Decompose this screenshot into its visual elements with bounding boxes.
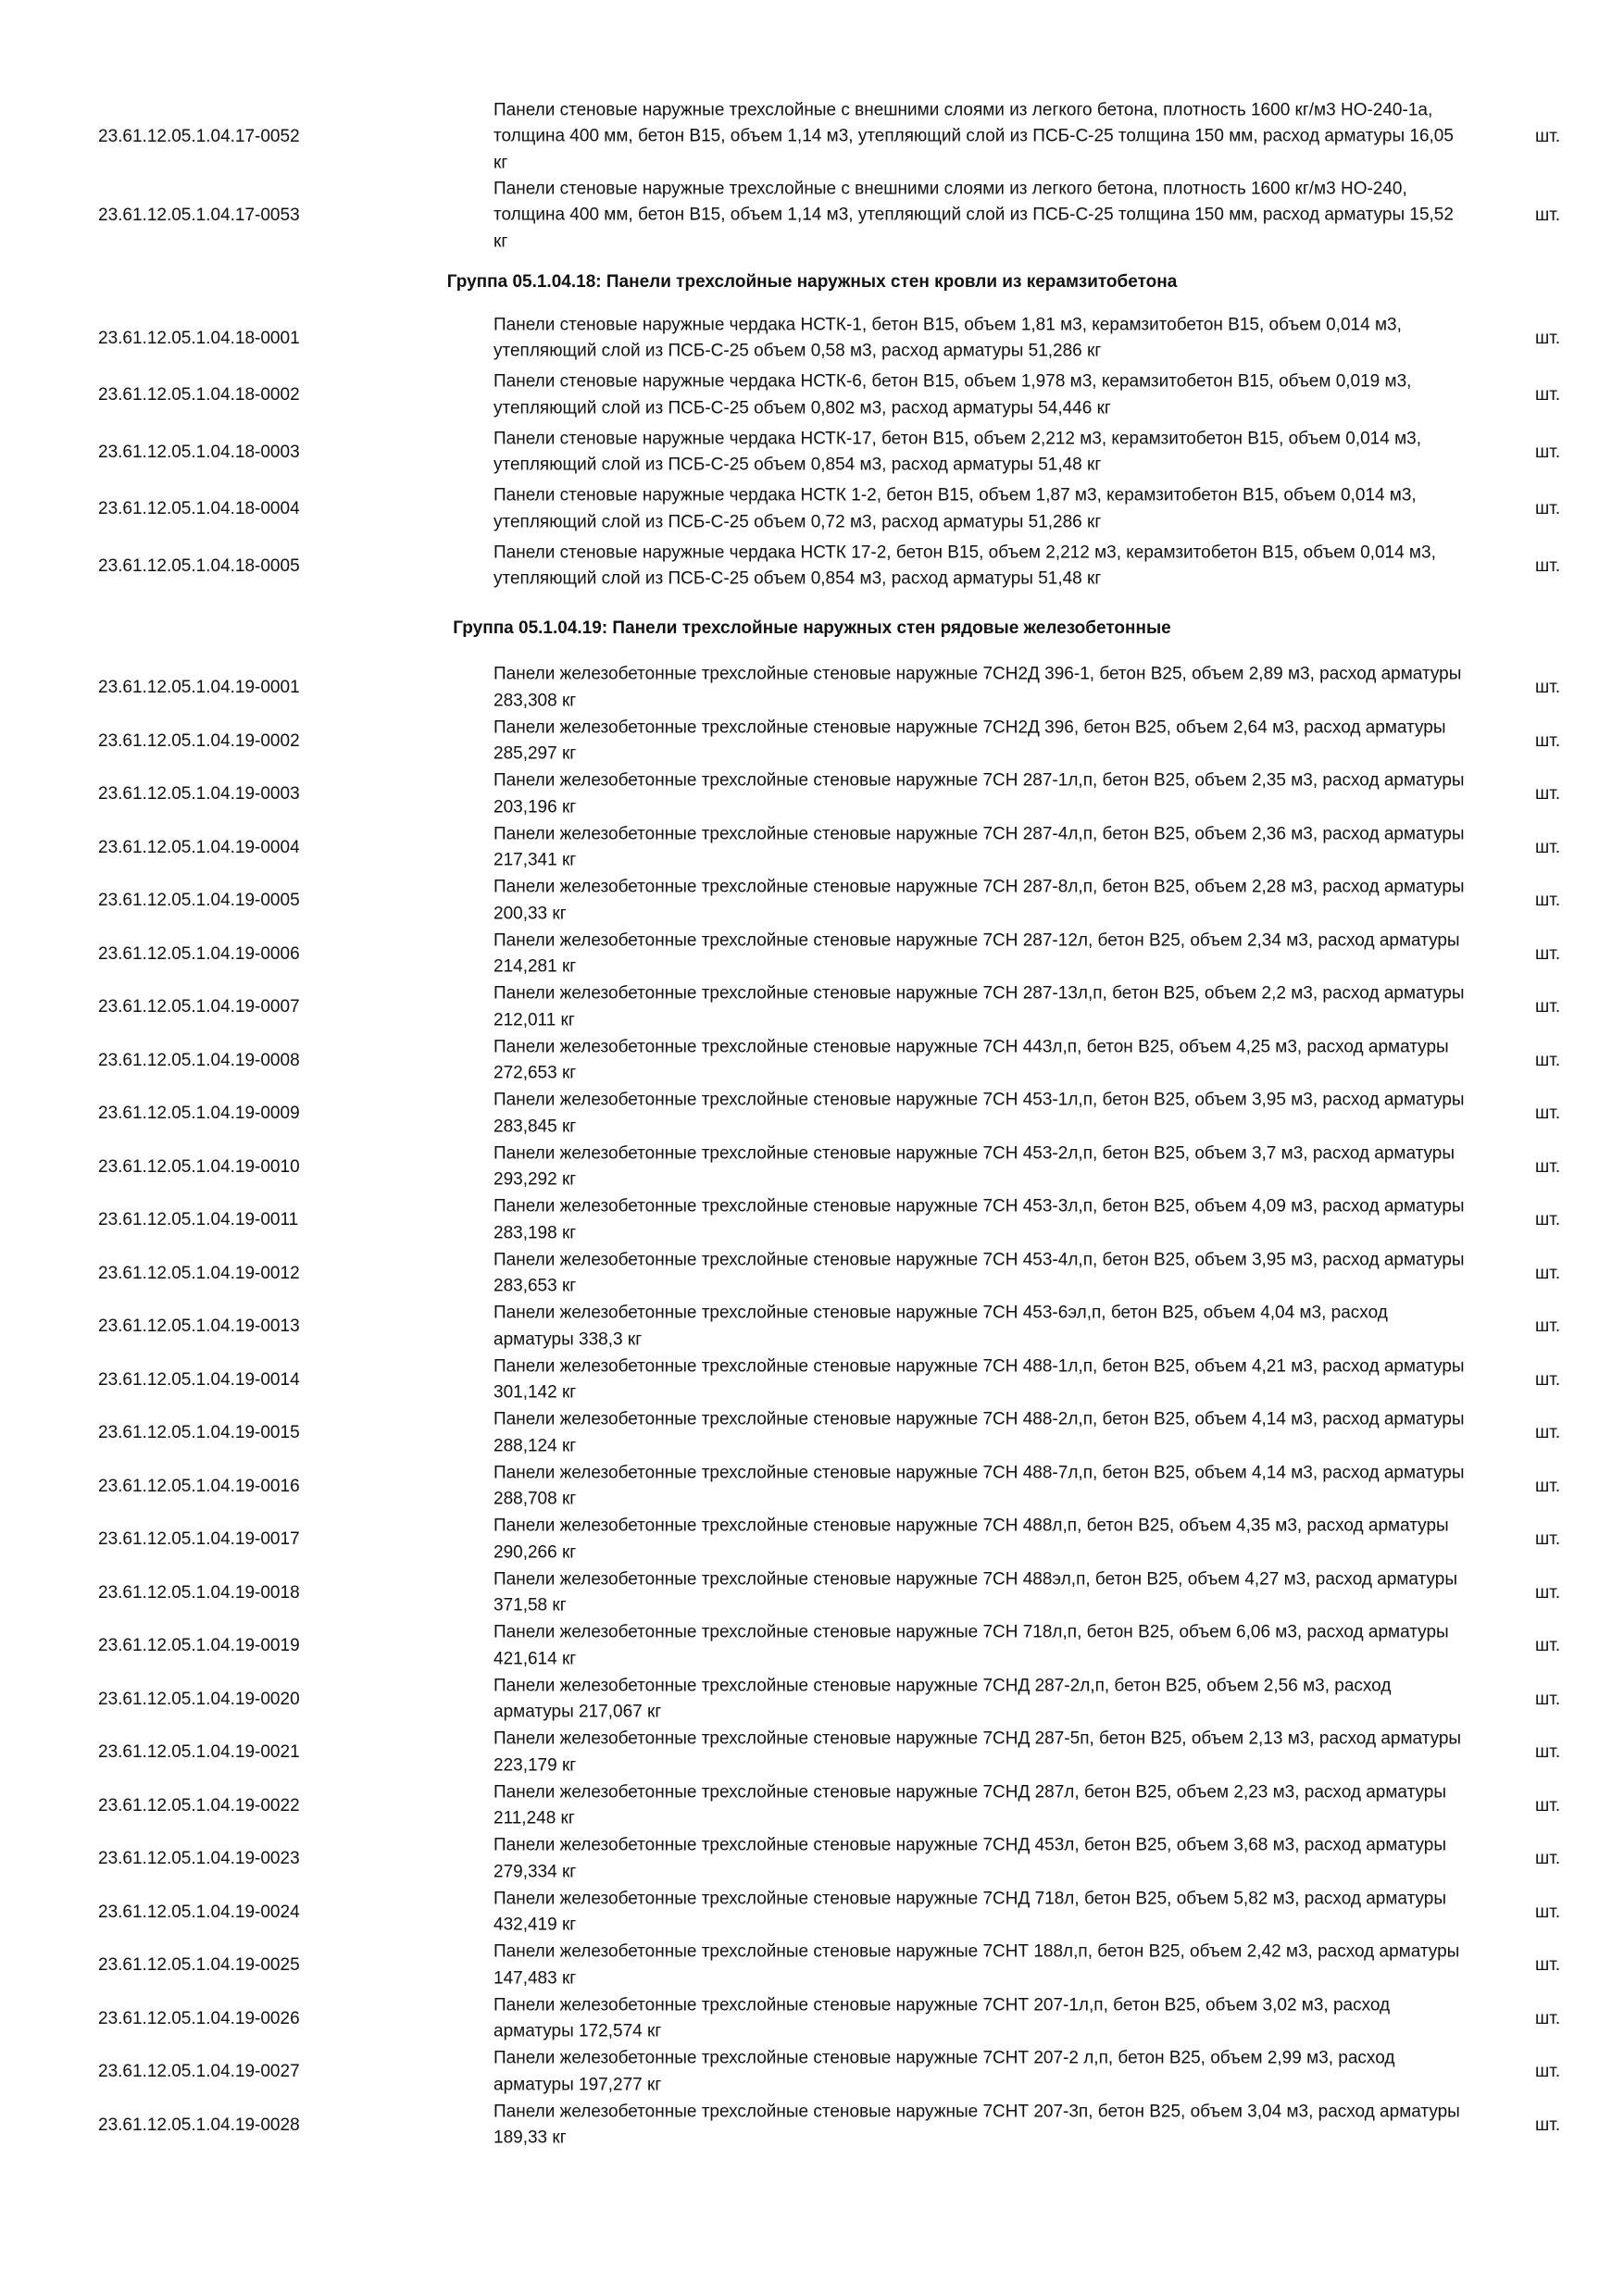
item-description: Панели железобетонные трехслойные стеновые наружные 7СН2Д 396-1, бетон В25, объем 2,89 м3, расход арматуры 283,308 кг — [493, 664, 1462, 711]
table-row — [0, 97, 1624, 176]
item-unit: шт. — [1535, 1636, 1561, 1656]
item-unit: шт. — [1535, 126, 1561, 146]
item-code: 23.61.12.05.1.04.19-0014 — [98, 1369, 300, 1390]
item-description: Панели стеновые наружные чердака НСТК-6, бетон В15, объем 1,978 м3, керамзитобетон В15, объем 0,019 м3, утепляющий слой из ПСБ-С-25 объем 0,802 м3, расход арматуры 54,446 кг — [493, 371, 1412, 418]
item-unit: шт. — [1535, 1795, 1561, 1816]
item-code: 23.61.12.05.1.04.19-0023 — [98, 1849, 300, 1869]
table-row — [0, 1407, 1624, 1461]
item-unit: шт. — [1535, 2062, 1561, 2082]
table-row — [0, 2046, 1624, 2100]
item-description: Панели железобетонные трехслойные стеновые наружные 7СН2Д 396, бетон В25, объем 2,64 м3, расход арматуры 285,297 кг — [493, 718, 1446, 764]
item-code: 23.61.12.05.1.04.19-0007 — [98, 997, 300, 1017]
item-code: 23.61.12.05.1.04.19-0025 — [98, 1955, 300, 1976]
item-description: Панели железобетонные трехслойные стеновые наружные 7СНТ 188л,п, бетон В25, объем 2,42 м3, расход арматуры 147,483 кг — [493, 1941, 1460, 1989]
group-header: Группа 05.1.04.19: Панели трехслойные наружных стен рядовые железобетонные — [453, 618, 1171, 638]
item-code: 23.61.12.05.1.04.19-0018 — [98, 1582, 300, 1603]
item-unit: шт. — [1535, 730, 1561, 751]
table-row — [0, 1247, 1624, 1301]
table-row — [0, 981, 1624, 1035]
item-code: 23.61.12.05.1.04.18-0003 — [98, 442, 300, 462]
item-code: 23.61.12.05.1.04.19-0020 — [98, 1689, 300, 1709]
item-code: 23.61.12.05.1.04.19-0006 — [98, 943, 300, 964]
item-code: 23.61.12.05.1.04.18-0005 — [98, 555, 300, 576]
item-unit: шт. — [1535, 1263, 1561, 1283]
item-unit: шт. — [1535, 442, 1561, 462]
table-row — [0, 1779, 1624, 1833]
item-description: Панели железобетонные трехслойные стеновые наружные 7СН 488-2л,п, бетон В25, объем 4,14 м3, расход арматуры 288,124 кг — [493, 1409, 1465, 1456]
item-code: 23.61.12.05.1.04.17-0053 — [98, 205, 300, 225]
item-description: Панели железобетонные трехслойные стеновые наружные 7СН 287-4л,п, бетон В25, объем 2,36 м3, расход арматуры 217,341 кг — [493, 824, 1465, 870]
item-description: Панели железобетонные трехслойные стеновые наружные 7СНД 287л, бетон В25, объем 2,23 м3, расход арматуры 211,248 кг — [493, 1782, 1446, 1828]
item-description: Панели железобетонные трехслойные стеновые наружные 7СН 453-3л,п, бетон В25, объем 4,09 м3, расход арматуры 283,198 кг — [493, 1196, 1465, 1243]
item-description: Панели железобетонные трехслойные стеновые наружные 7СН 453-6эл,п, бетон В25, объем 4,04 м3, расход арматуры 338,3 кг — [493, 1303, 1388, 1350]
table-row — [0, 1354, 1624, 1407]
item-unit: шт. — [1535, 385, 1561, 406]
table-row — [0, 424, 1624, 481]
price-list-table — [0, 97, 1624, 2152]
item-description: Панели железобетонные трехслойные стеновые наружные 7СН 488-7л,п, бетон В25, объем 4,14 м3, расход арматуры 288,708 кг — [493, 1463, 1465, 1509]
item-code: 23.61.12.05.1.04.19-0024 — [98, 1902, 300, 1922]
table-row — [0, 821, 1624, 875]
item-code: 23.61.12.05.1.04.17-0052 — [98, 126, 300, 146]
item-description: Панели железобетонные трехслойные стеновые наружные 7СН 453-4л,п, бетон В25, объем 3,95 м3, расход арматуры 283,653 кг — [493, 1250, 1465, 1296]
item-unit: шт. — [1535, 555, 1561, 576]
item-description: Панели стеновые наружные чердака НСТК 1-2, бетон В15, объем 1,87 м3, керамзитобетон В15, объем 0,014 м3, утепляющий слой из ПСБ-С-25 объем 0,72 м3, расход арматуры 51,286 кг — [493, 485, 1417, 532]
table-row — [0, 1514, 1624, 1567]
table-row — [0, 481, 1624, 539]
item-description: Панели железобетонные трехслойные стеновые наружные 7СН 287-1л,п, бетон В25, объем 2,35 м3, расход арматуры 203,196 кг — [493, 770, 1465, 817]
item-unit: шт. — [1535, 1582, 1561, 1603]
table-row — [0, 1833, 1624, 1887]
item-unit: шт. — [1535, 943, 1561, 964]
item-unit: шт. — [1535, 205, 1561, 225]
item-unit: шт. — [1535, 1423, 1561, 1443]
table-row — [0, 1034, 1624, 1088]
table-row — [0, 1886, 1624, 1940]
item-description: Панели железобетонные трехслойные стеновые наружные 7СН 453-1л,п, бетон В25, объем 3,95 м3, расход арматуры 283,845 кг — [493, 1090, 1465, 1137]
item-code: 23.61.12.05.1.04.19-0019 — [98, 1636, 300, 1656]
item-description: Панели железобетонные трехслойные стеновые наружные 7СН 287-12л, бетон В25, объем 2,34 м3, расход арматуры 214,281 кг — [493, 930, 1460, 977]
table-row — [0, 1301, 1624, 1354]
table-row — [0, 538, 1624, 595]
item-description: Панели железобетонные трехслойные стеновые наружные 7СНД 287-2л,п, бетон В25, объем 2,56 м3, расход арматуры 217,067 кг — [493, 1676, 1392, 1722]
item-unit: шт. — [1535, 1902, 1561, 1922]
item-description: Панели стеновые наружные чердака НСТК 17-2, бетон В15, объем 2,212 м3, керамзитобетон В15, объем 0,014 м3, утепляющий слой из ПСБ-С-25 объем 0,854 м3, расход арматуры 51,48 кг — [493, 543, 1436, 589]
item-description: Панели железобетонные трехслойные стеновые наружные 7СН 488эл,п, бетон В25, объем 4,27 м3, расход арматуры 371,58 кг — [493, 1569, 1457, 1616]
item-description: Панели железобетонные трехслойные стеновые наружные 7СНТ 207-2 л,п, бетон В25, объем 2,99 м3, расход арматуры 197,277 кг — [493, 2048, 1395, 2095]
item-code: 23.61.12.05.1.04.19-0001 — [98, 678, 300, 698]
item-description: Панели железобетонные трехслойные стеновые наружные 7СНД 287-5п, бетон В25, объем 2,13 м3, расход арматуры 223,179 кг — [493, 1728, 1462, 1776]
item-description: Панели железобетонные трехслойные стеновые наружные 7СН 488л,п, бетон В25, объем 4,35 м3, расход арматуры 290,266 кг — [493, 1516, 1449, 1563]
item-description: Панели железобетонные трехслойные стеновые наружные 7СН 718л,п, бетон В25, объем 6,06 м3, расход арматуры 421,614 кг — [493, 1622, 1449, 1669]
item-code: 23.61.12.05.1.04.19-0026 — [98, 2008, 300, 2028]
item-unit: шт. — [1535, 678, 1561, 698]
table-row — [0, 368, 1624, 425]
item-code: 23.61.12.05.1.04.19-0009 — [98, 1104, 300, 1124]
item-unit: шт. — [1535, 1210, 1561, 1230]
item-code: 23.61.12.05.1.04.19-0027 — [98, 2062, 300, 2082]
item-code: 23.61.12.05.1.04.19-0022 — [98, 1795, 300, 1816]
item-description: Панели железобетонные трехслойные стеновые наружные 7СНТ 207-3п, бетон В25, объем 3,04 м3, расход арматуры 189,33 кг — [493, 2102, 1460, 2148]
item-unit: шт. — [1535, 328, 1561, 348]
group-header: Группа 05.1.04.18: Панели трехслойные наружных стен кровли из керамзитобетона — [446, 272, 1178, 292]
item-code: 23.61.12.05.1.04.18-0001 — [98, 328, 300, 348]
item-description: Панели стеновые наружные трехслойные с внешними слоями из легкого бетона, плотность 1600 кг/м3 НО-240, толщина 400 мм, бетон В15, объем 1,14 м3, утепляющий слой из ПСБ-С-25 толщина 150 мм, расход арматуры 15,52 кг — [493, 178, 1454, 251]
item-unit: шт. — [1535, 1529, 1561, 1550]
item-description: Панели стеновые наружные трехслойные с внешними слоями из легкого бетона, плотность 1600 кг/м3 НО-240-1а, толщина 400 мм, бетон В15, объем 1,14 м3, утепляющий слой из ПСБ-С-25 толщина 150 мм, расход арматуры 16,05 кг — [493, 99, 1454, 172]
item-description: Панели стеновые наружные чердака НСТК-1, бетон В15, объем 1,81 м3, керамзитобетон В15, объем 0,014 м3, утепляющий слой из ПСБ-С-25 объем 0,58 м3, расход арматуры 51,286 кг — [493, 315, 1402, 361]
table-row — [0, 1727, 1624, 1780]
item-code: 23.61.12.05.1.04.19-0002 — [98, 730, 300, 751]
table-row — [0, 1194, 1624, 1248]
table-row — [0, 662, 1624, 716]
item-code: 23.61.12.05.1.04.19-0017 — [98, 1529, 300, 1550]
item-code: 23.61.12.05.1.04.19-0028 — [98, 2115, 300, 2135]
item-code: 23.61.12.05.1.04.19-0004 — [98, 837, 300, 857]
item-unit: шт. — [1535, 1104, 1561, 1124]
table-row — [0, 875, 1624, 929]
item-unit: шт. — [1535, 1955, 1561, 1976]
item-code: 23.61.12.05.1.04.18-0004 — [98, 499, 300, 519]
item-description: Панели железобетонные трехслойные стеновые наружные 7СН 488-1л,п, бетон В25, объем 4,21 м3, расход арматуры 301,142 кг — [493, 1356, 1465, 1403]
item-unit: шт. — [1535, 499, 1561, 519]
item-unit: шт. — [1535, 784, 1561, 805]
item-unit: шт. — [1535, 2008, 1561, 2028]
item-unit: шт. — [1535, 891, 1561, 911]
table-row — [0, 2099, 1624, 2152]
item-unit: шт. — [1535, 1742, 1561, 1763]
item-unit: шт. — [1535, 1050, 1561, 1070]
item-unit: шт. — [1535, 1849, 1561, 1869]
item-unit: шт. — [1535, 837, 1561, 857]
item-description: Панели стеновые наружные чердака НСТК-17, бетон В15, объем 2,212 м3, керамзитобетон В15, объем 0,014 м3, утепляющий слой из ПСБ-С-25 объем 0,854 м3, расход арматуры 51,48 кг — [493, 429, 1421, 475]
item-unit: шт. — [1535, 2115, 1561, 2135]
table-row — [0, 1620, 1624, 1674]
item-code: 23.61.12.05.1.04.19-0003 — [98, 784, 300, 805]
table-row — [0, 1940, 1624, 1993]
table-row — [0, 1088, 1624, 1142]
table-row — [0, 768, 1624, 822]
item-unit: шт. — [1535, 1476, 1561, 1496]
item-unit: шт. — [1535, 1689, 1561, 1709]
item-code: 23.61.12.05.1.04.19-0008 — [98, 1050, 300, 1070]
table-row — [0, 1460, 1624, 1514]
item-description: Панели железобетонные трехслойные стеновые наружные 7СН 453-2л,п, бетон В25, объем 3,7 м3, расход арматуры 293,292 кг — [493, 1143, 1455, 1190]
item-description: Панели железобетонные трехслойные стеновые наружные 7СНД 718л, бетон В25, объем 5,82 м3, расход арматуры 432,419 кг — [493, 1889, 1446, 1935]
item-code: 23.61.12.05.1.04.19-0013 — [98, 1316, 300, 1337]
item-unit: шт. — [1535, 1156, 1561, 1177]
table-row — [0, 928, 1624, 981]
table-row — [0, 310, 1624, 368]
item-code: 23.61.12.05.1.04.19-0011 — [98, 1210, 299, 1230]
item-unit: шт. — [1535, 1316, 1561, 1337]
table-row — [0, 1566, 1624, 1620]
item-code: 23.61.12.05.1.04.19-0021 — [98, 1742, 300, 1763]
table-row — [0, 1673, 1624, 1727]
table-row — [0, 176, 1624, 255]
item-description: Панели железобетонные трехслойные стеновые наружные 7СНД 453л, бетон В25, объем 3,68 м3, расход арматуры 279,334 кг — [493, 1835, 1446, 1882]
item-code: 23.61.12.05.1.04.18-0002 — [98, 385, 300, 406]
table-row — [0, 1141, 1624, 1194]
item-description: Панели железобетонные трехслойные стеновые наружные 7СН 287-8л,п, бетон В25, объем 2,28 м3, расход арматуры 200,33 кг — [493, 877, 1465, 924]
item-code: 23.61.12.05.1.04.19-0016 — [98, 1476, 300, 1496]
item-description: Панели железобетонные трехслойные стеновые наружные 7СНТ 207-1л,п, бетон В25, объем 3,02 м3, расход арматуры 172,574 кг — [493, 1995, 1391, 2041]
item-unit: шт. — [1535, 1369, 1561, 1390]
item-code: 23.61.12.05.1.04.19-0012 — [98, 1263, 300, 1283]
item-code: 23.61.12.05.1.04.19-0010 — [98, 1156, 300, 1177]
table-row — [0, 1992, 1624, 2046]
item-description: Панели железобетонные трехслойные стеновые наружные 7СН 287-13л,п, бетон В25, объем 2,2 м3, расход арматуры 212,011 кг — [493, 983, 1465, 1030]
item-code: 23.61.12.05.1.04.19-0015 — [98, 1423, 300, 1443]
table-row — [0, 715, 1624, 768]
item-unit: шт. — [1535, 997, 1561, 1017]
item-description: Панели железобетонные трехслойные стеновые наружные 7СН 443л,п, бетон В25, объем 4,25 м3, расход арматуры 272,653 кг — [493, 1037, 1449, 1083]
item-code: 23.61.12.05.1.04.19-0005 — [98, 891, 300, 911]
